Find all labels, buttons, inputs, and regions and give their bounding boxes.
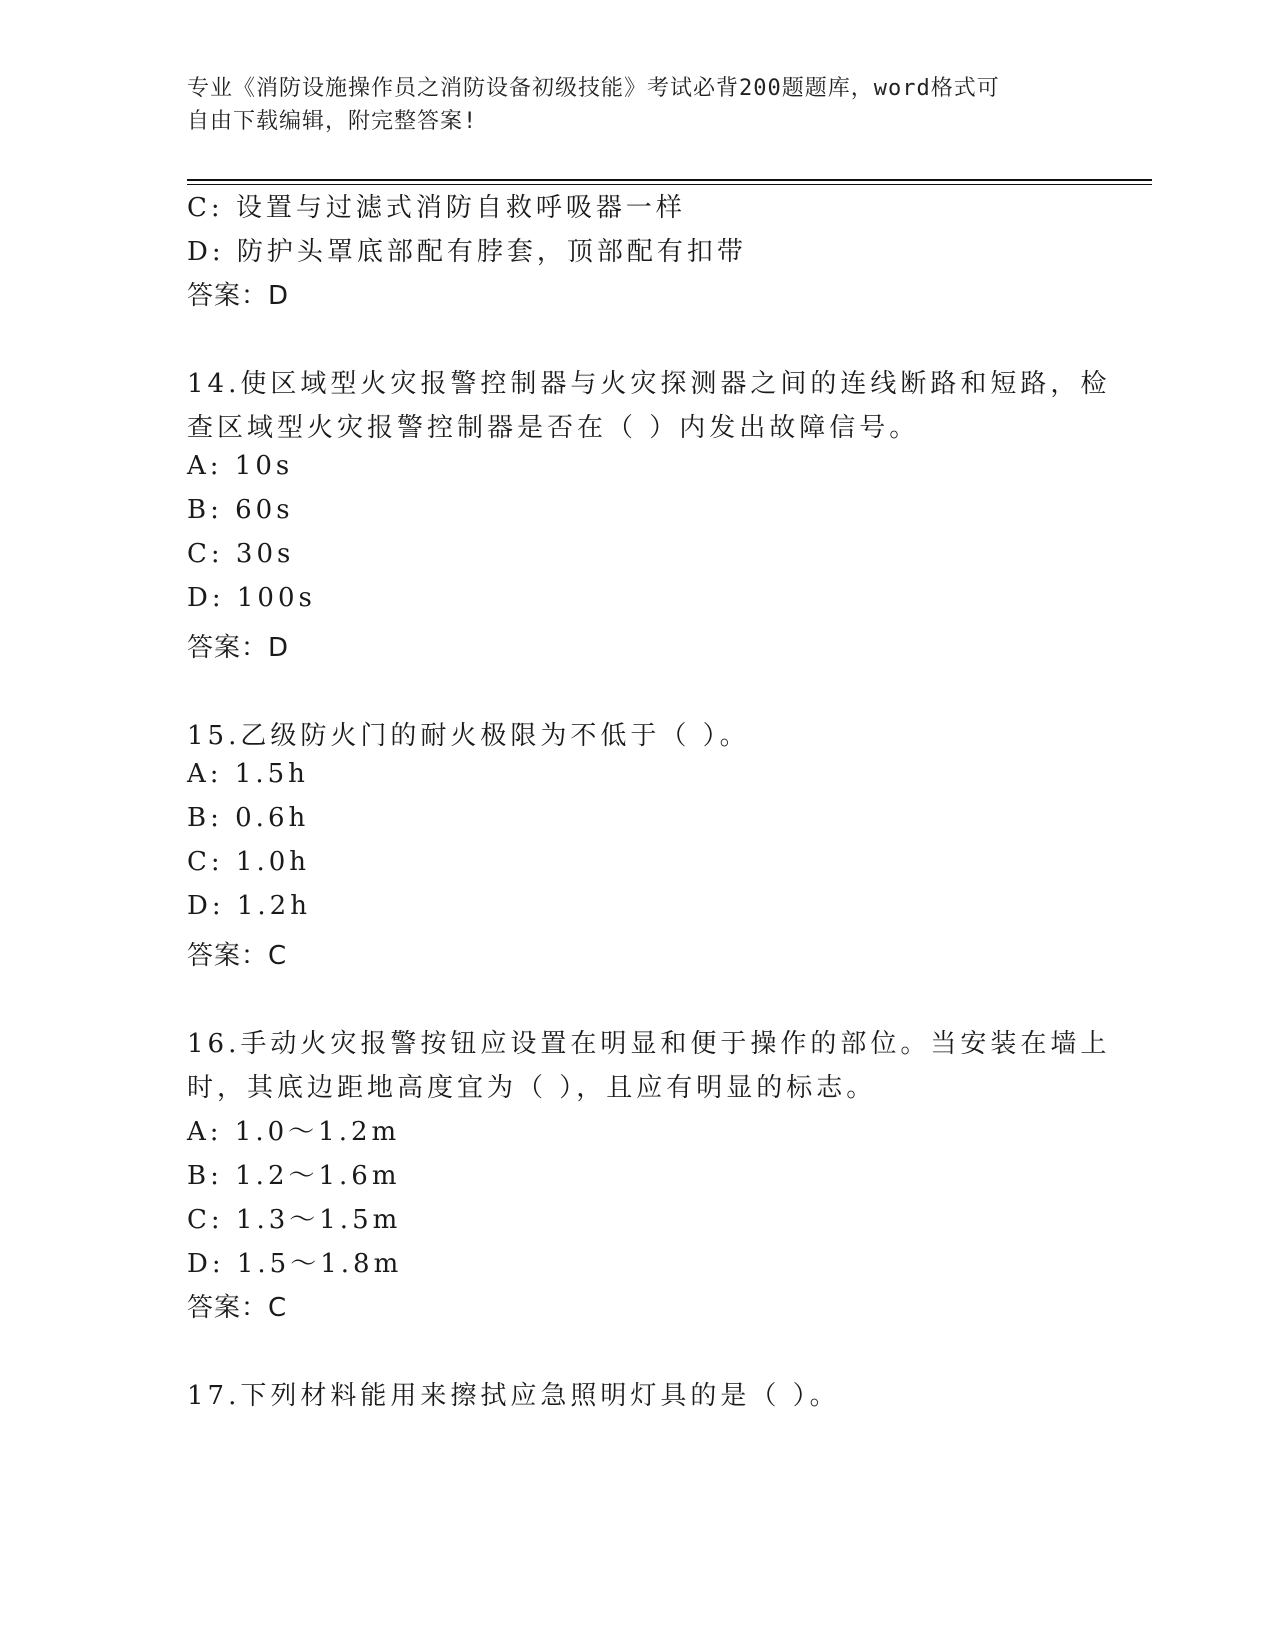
q16-option-b: B: 1.2～1.6m (187, 1161, 401, 1191)
q14-answer: 答案：D (187, 633, 290, 663)
q16-answer: 答案：C (187, 1293, 288, 1323)
q15-option-a: A: 1.5h (187, 759, 309, 789)
q15-answer: 答案：C (187, 941, 288, 971)
document-header (187, 72, 1067, 138)
q13-answer: 答案：D (187, 281, 290, 311)
header-divider-thick (187, 179, 1152, 181)
q15-option-b: B: 0.6h (187, 803, 310, 833)
q17-stem-line-1: 17.下列材料能用来擦拭应急照明灯具的是（ ）。 (187, 1381, 840, 1411)
header-line-2: 自由下载编辑，附完整答案! (187, 109, 478, 134)
q16-option-a: A: 1.0～1.2m (187, 1117, 401, 1147)
q14-option-a: A: 10s (187, 451, 294, 481)
q16-option-c: C: 1.3～1.5m (187, 1205, 402, 1235)
q16-stem-line-1: 16.手动火灾报警按钮应设置在明显和便于操作的部位。当安装在墙上 (187, 1029, 1111, 1059)
q13-option-d: D: 防护头罩底部配有脖套，顶部配有扣带 (187, 237, 747, 267)
q15-option-c: C: 1.0h (187, 847, 311, 877)
q14-option-d: D: 100s (187, 583, 316, 613)
q14-option-b: B: 60s (187, 495, 294, 525)
q15-stem-line-1: 15.乙级防火门的耐火极限为不低于（ ）。 (187, 721, 750, 751)
q16-option-d: D: 1.5～1.8m (187, 1249, 403, 1279)
header-line-1: 专业《消防设施操作员之消防设备初级技能》考试必背200题题库，word格式可 (187, 76, 1000, 101)
header-divider-thin (187, 184, 1152, 185)
q14-option-c: C: 30s (187, 539, 295, 569)
q16-stem-line-2: 时，其底边距地高度宜为（ ），且应有明显的标志。 (187, 1073, 877, 1103)
q15-option-d: D: 1.2h (187, 891, 311, 921)
q13-option-c: C: 设置与过滤式消防自救呼吸器一样 (187, 193, 686, 223)
q14-stem-line-1: 14.使区域型火灾报警控制器与火灾探测器之间的连线断路和短路，检 (187, 369, 1111, 399)
q14-stem-line-2: 查区域型火灾报警控制器是否在（ ）内发出故障信号。 (187, 413, 920, 443)
